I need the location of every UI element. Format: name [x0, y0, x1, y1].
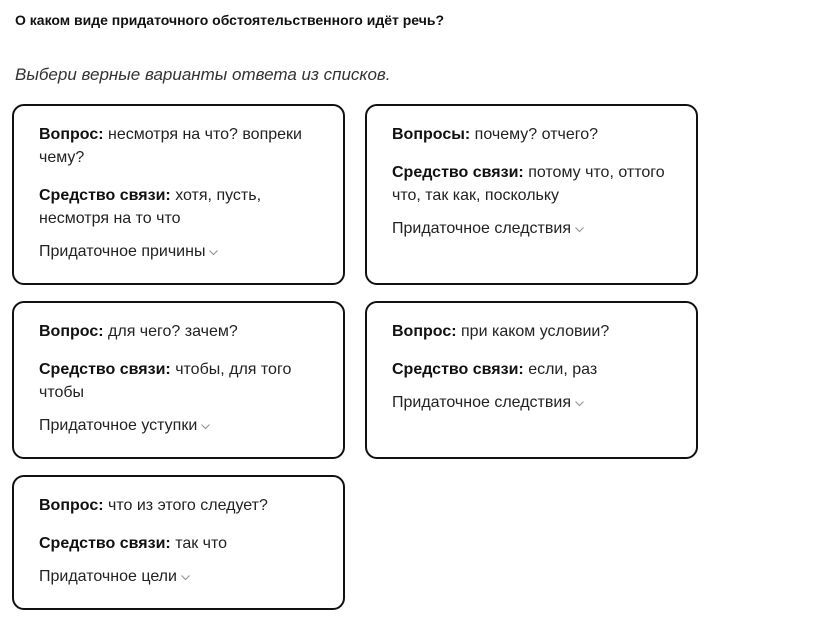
question-label: Вопросы:	[392, 126, 471, 143]
answer-dropdown[interactable]	[39, 415, 211, 437]
question-card	[12, 301, 345, 459]
question-label: Вопрос:	[39, 497, 104, 514]
instruction-text: Выбери верные варианты ответа из списков.	[15, 65, 391, 84]
page-title: О каком виде придаточного обстоятельственного идёт речь?	[15, 12, 445, 28]
means-label: Средство связи:	[392, 164, 524, 181]
dropdown-selected-value: Придаточное цели	[39, 568, 177, 585]
question-card	[12, 104, 345, 285]
means-line	[392, 358, 671, 381]
dropdown-selected-value: Придаточное причины	[39, 243, 206, 260]
chevron-down-icon	[200, 421, 211, 432]
chevron-down-icon	[574, 398, 585, 409]
means-text: чтобы, для того чтобы	[39, 361, 292, 401]
answer-dropdown[interactable]	[392, 218, 585, 240]
means-line	[39, 358, 318, 404]
question-line	[39, 494, 318, 517]
dropdown-selected-value: Придаточное следствия	[392, 220, 571, 237]
means-text: так что	[175, 535, 228, 552]
question-line	[39, 320, 318, 343]
chevron-down-icon	[180, 572, 191, 583]
question-line	[392, 123, 671, 146]
question-card	[365, 301, 698, 459]
chevron-down-icon	[208, 247, 219, 258]
means-label: Средство связи:	[39, 535, 171, 552]
means-text: если, раз	[528, 361, 598, 378]
question-label: Вопрос:	[39, 323, 104, 340]
question-line	[39, 123, 318, 169]
question-text: почему? отчего?	[474, 126, 599, 143]
question-text: что из этого следует?	[108, 497, 268, 514]
means-text: хотя, пусть, несмотря на то что	[39, 187, 262, 227]
question-text: при каком условии?	[461, 323, 610, 340]
question-text: несмотря на что? вопреки чему?	[39, 126, 302, 166]
question-label: Вопрос:	[392, 323, 457, 340]
answer-dropdown[interactable]	[39, 241, 219, 263]
means-line	[392, 161, 671, 207]
means-label: Средство связи:	[39, 361, 171, 378]
means-line	[39, 184, 318, 230]
means-label: Средство связи:	[39, 187, 171, 204]
means-label: Средство связи:	[392, 361, 524, 378]
dropdown-selected-value: Придаточное уступки	[39, 417, 198, 434]
question-text: для чего? зачем?	[108, 323, 238, 340]
question-label: Вопрос:	[39, 126, 104, 143]
means-text: потому что, оттого что, так как, поскольку	[392, 164, 665, 204]
answer-dropdown[interactable]	[392, 392, 585, 414]
question-line	[392, 320, 671, 343]
question-card	[12, 475, 345, 610]
answer-dropdown[interactable]	[39, 566, 191, 588]
question-card	[365, 104, 698, 285]
means-line	[39, 532, 318, 555]
dropdown-selected-value: Придаточное следствия	[392, 394, 571, 411]
chevron-down-icon	[574, 224, 585, 235]
